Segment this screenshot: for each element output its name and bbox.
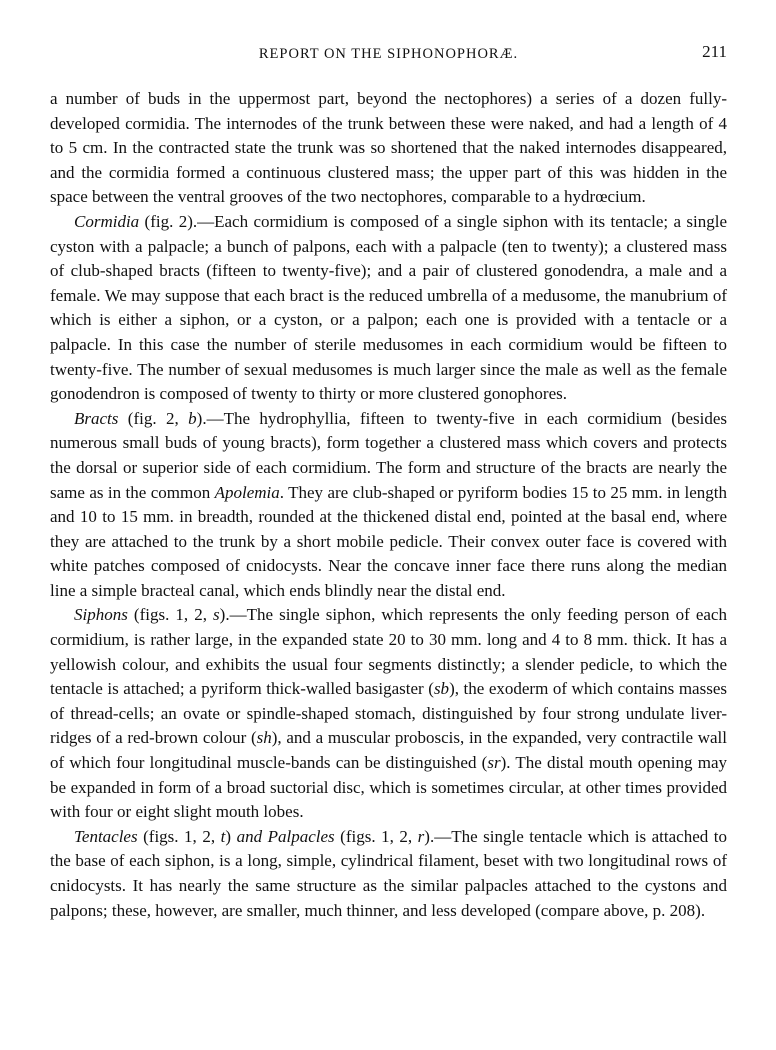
paragraph-text: ), the exoderm of which contains masses of thread-cells; an ovate or spindle-shaped stomach, distinguished by four strong undulate liver-ridges of a red-brown colour ( bbox=[50, 679, 727, 748]
paragraph-trunk-continuation bbox=[50, 87, 727, 210]
running-title: REPORT ON THE SIPHONOPHORÆ. bbox=[258, 46, 519, 62]
paragraph-text: (figs. 1, 2, bbox=[334, 826, 418, 846]
section-heading-palpacles: and Palpacles bbox=[236, 826, 335, 846]
paragraph-text: ). The distal mouth opening may be expanded in form of a broad suctorial disc, which is sometimes circular, at other times provided with four or eight slight mouth lobes. bbox=[50, 753, 727, 822]
figure-ref-s: s bbox=[213, 605, 220, 625]
paragraph-text: (fig. 2, bbox=[118, 408, 189, 428]
section-heading-siphons: Siphons bbox=[74, 605, 128, 625]
paragraph-text: ).—The single tentacle which is attached to the base of each siphon, is a long, simple, cylindrical filament, beset with two longitudinal rows of cnidocysts. It has nearly the same structure as the similar palpacles attached to the cystons and palpons; these, however, are smaller, much thinner, and less developed (compare above, p. 208). bbox=[50, 826, 727, 920]
paragraph-siphons bbox=[50, 603, 727, 824]
figure-ref-t: t bbox=[220, 826, 226, 846]
paragraph-cormidia bbox=[50, 210, 727, 407]
paragraph-text: a number of buds in the uppermost part, beyond the nectophores) a series of a dozen fully-developed cormidia. The internodes of the trunk between these were naked, and had a length of 4 to 5 cm. In the contracted state the trunk was so shortened that the naked internodes disappeared, and the cormidia formed a continuous clustered mass; the upper part of this was hidden in the space between the ventral grooves of the two nectophores, comparable to a hydrœcium. bbox=[50, 89, 727, 207]
figure-ref-b: b bbox=[188, 408, 197, 428]
paragraph-text: ).—The single siphon, which represents the only feeding person of each cormidium, is rather large, in the expanded state 20 to 30 mm. long and 4 to 8 mm. thick. It has a yellowish colour, and exhibits the usual four segments distinctly; a slender pedicle, to which the tentacle is attached; a pyriform thick-walled basigaster ( bbox=[50, 605, 727, 699]
figure-ref-r: r bbox=[417, 826, 425, 846]
section-heading-cormidia: Cormidia bbox=[74, 211, 140, 231]
paragraph-text: . They are club-shaped or pyriform bodies 15 to 25 mm. in length and 10 to 15 mm. in breadth, rounded at the thickened distal end, pointed at the basal end, where they are attached to the trunk by a short mobile pedicle. Their convex outer face is covered with white patches composed of cnidocysts. Near the concave inner face there runs along the median line a simple bracteal canal, which ends blindly near the distal end. bbox=[50, 482, 727, 600]
figure-ref-sr: sr bbox=[487, 753, 501, 773]
paragraph-text: (figs. 1, 2, bbox=[127, 605, 214, 625]
paragraph-bracts bbox=[50, 407, 727, 604]
figure-ref-sh: sh bbox=[256, 728, 272, 748]
page-number: 211 bbox=[702, 42, 727, 61]
figure-ref-sb: sb bbox=[433, 679, 450, 699]
paragraph-text: ).—The hydrophyllia, fifteen to twenty-five in each cormidium (besides numerous small buds of young bracts), form together a clustered mass which covers and protects the dorsal or superior side of each cormidium. The form and structure of the bracts are nearly the same as in the common bbox=[50, 408, 728, 502]
paragraph-text: (figs. 1, 2, bbox=[137, 826, 221, 846]
page bbox=[50, 36, 727, 923]
paragraph-text: (fig. 2).—Each cormidium is composed of a single siphon with its tentacle; a single cyston with a palpacle; a bunch of palpons, each with a palpacle (ten to twenty); a clustered mass of club-shaped bracts (fifteen to twenty-five); and a pair of clustered gonodendra, a male and a female. We may suppose that each bract is the reduced umbrella of a medusome, the manubrium of which is either a siphon, or a cyston, or a palpon; each one is provided with a tentacle or a palpacle. In this case the number of sterile medusomes in each cormidium would be fifteen to twenty-five. The number of sexual medusomes is much larger since the male as well as the female gonodendron is composed of twenty to thirty or more clustered gonophores. bbox=[50, 211, 727, 404]
paragraph-tentacles-palpacles bbox=[50, 825, 727, 923]
paragraph-text: ), and a muscular proboscis, in the expanded, very contractile wall of which four longitudinal muscle-bands can be distinguished ( bbox=[50, 728, 727, 773]
running-head bbox=[50, 36, 727, 66]
body-text bbox=[50, 87, 727, 923]
genus-name-apolemia: Apolemia bbox=[214, 482, 280, 502]
section-heading-tentacles: Tentacles bbox=[74, 826, 138, 846]
section-heading-bracts: Bracts bbox=[74, 408, 119, 428]
paragraph-text: ) bbox=[225, 826, 237, 846]
